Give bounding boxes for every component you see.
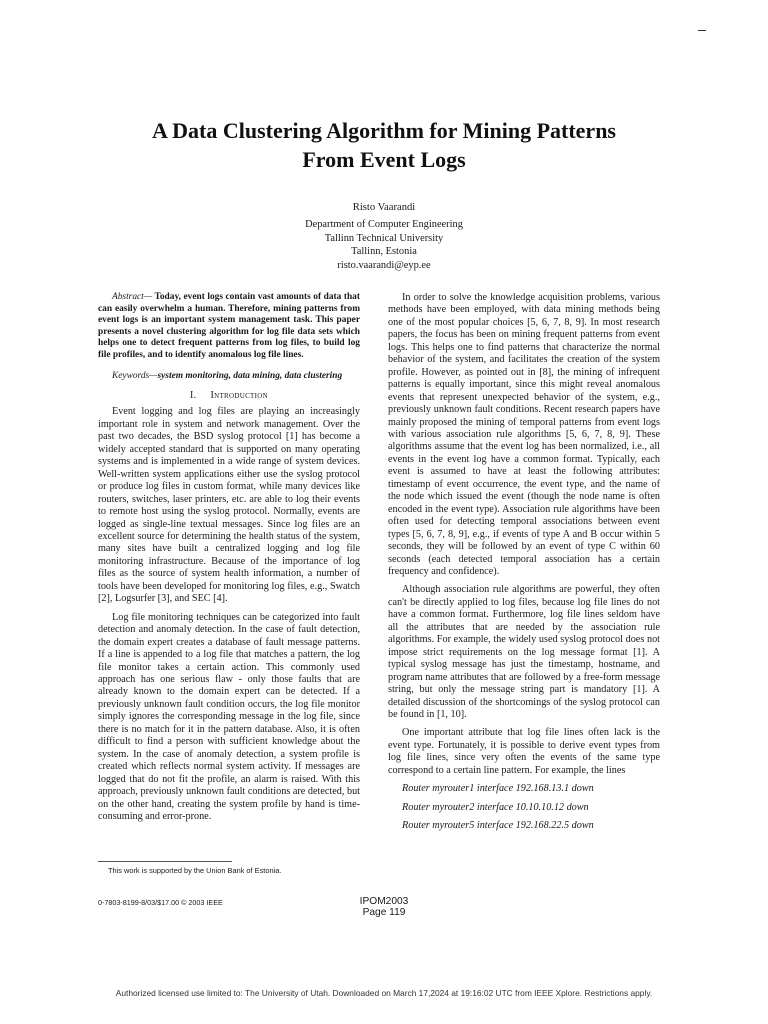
right-paragraph-2: Although association rule algorithms are powerful, they often can't be directly applied to log files, because log file lines do not have a common format. Furthermore, log file lines seldom have all the attributes that are needed by the association rule algorithms. For example, the widely used syslog protocol does not impose strict requirements on the log message format [1]. A typical syslog message has just the timestamp, hostname, and program name attributes that are followed by a free-form message string, but only the message string part is mandatory [1]. A detailed discussion of the shortcomings of the syslog protocol can be found in [1, 10]. <box>388 584 660 720</box>
conference-label <box>340 896 428 918</box>
footnote-divider <box>98 861 232 862</box>
keywords-label: Keywords— <box>112 370 158 381</box>
section-title: Introduction <box>210 390 268 402</box>
page-number: Page 119 <box>362 907 406 918</box>
log-line-example: Router myrouter5 interface 192.168.22.5 down <box>402 820 594 832</box>
conference-name: IPOM2003 <box>359 896 409 907</box>
title-line-2: From Event Logs <box>302 147 466 172</box>
affiliation-line-3: Tallinn, Estonia <box>351 246 417 258</box>
left-column <box>98 292 360 829</box>
right-column <box>388 292 660 833</box>
keywords <box>98 370 360 382</box>
title-line-1: A Data Clustering Algorithm for Mining Patterns <box>151 118 616 143</box>
paper-title <box>80 116 688 174</box>
section-heading-introduction <box>98 390 360 402</box>
author-name: Risto Vaarandi <box>352 202 416 213</box>
abstract-label: Abstract— <box>112 292 153 302</box>
copyright-notice: 0-7803-8199-8/03/$17.00 © 2003 IEEE <box>98 898 223 907</box>
keywords-text: system monitoring, data mining, data clustering <box>157 370 343 381</box>
license-notice: Authorized licensed use limited to: The University of Utah. Downloaded on March 17,2024 at 19:16:02 UTC from IEEE Xplore. Restrictions apply. <box>115 988 653 998</box>
section-number: I. <box>190 390 197 402</box>
affiliation-line-2: Tallinn Technical University <box>324 232 444 244</box>
affiliation-line-1: Department of Computer Engineering <box>305 219 463 231</box>
log-line-example: Router myrouter1 interface 192.168.13.1 down <box>402 783 594 795</box>
intro-paragraph-2: Log file monitoring techniques can be categorized into fault detection and anomaly detection. In the case of fault detection, the domain expert creates a database of fault message patterns. If a line is appended to a log file that matches a pattern, the log file monitor takes a certain action. This commonly used approach has one serious flaw - only those faults that are already known to the domain expert can be detected. If a previously unknown fault condition occurs, the log file monitor simply ignores the corresponding message in the log file, since there is no match for it in the pattern database. Also, it is often difficult to find a person with sufficient knowledge about the system. In the case of anomaly detection, a system profile is created which reflects normal system activity. If messages are logged that do not fit the profile, an alarm is raised. With this approach, previously unknown fault conditions are detected, but on the other hand, creating the system profile by hand is time-consuming and error-prone. <box>98 611 360 822</box>
abstract <box>98 292 360 362</box>
scan-mark <box>698 30 706 31</box>
author-block <box>230 201 538 272</box>
intro-paragraph-1: Event logging and log files are playing an increasingly important role in system and network management. Over the past two decades, the BSD syslog protocol [1] has become a widely accepted standard that is supported on many operating systems and is implemented in a wide range of system devices. Well-written system applications either use the syslog protocol or produce log files in custom format, while many devices like routers, switches, laser printers, etc. are able to log their events to remote host using the syslog protocol. Normally, events are logged as single-line textual messages. Since log files are an excellent source for determining the health status of the system, many sites have built a centralized logging and log file monitoring infrastructure. Because of the importance of log files as the source of system health information, a number of tools have been developed for monitoring log files, e.g., Swatch [2], Logsurfer [3], and SEC [4]. <box>98 406 360 605</box>
right-paragraph-1: In order to solve the knowledge acquisition problems, various methods have been employed, with data mining methods being one of the most popular choices [5, 6, 7, 8, 9]. In most research papers, the focus has been on mining frequent patterns from event logs. This helps one to find patterns that characterize the normal behavior of the system, and facilitates the creation of the system profile. However, as pointed out in [8], the mining of infrequent patterns is equally important, since this might reveal anomalous events that represent unexpected behavior of the system, e.g., previously unknown fault conditions. Recent research papers have mainly proposed the mining of temporal patterns from event logs with various association rule algorithms [5, 6, 7, 8, 9]. These algorithms assume that the event log has been normalized, i.e., all events in the event log have a common format. Typically, each event is assumed to have at least the following attributes: timestamp of event occurrence, the event type, and the name of the node which issued the event (though the node name is often encoded in the event type). Association rule algorithms have been often used for detecting temporal associations between event types [5, 6, 7, 8, 9], e.g., if events of type A and B occur within 5 seconds, they will be followed by an event of type C within 60 seconds (each detected temporal association has a certain frequency and confidence). <box>388 292 660 577</box>
log-line-example: Router myrouter2 interface 10.10.10.12 down <box>402 801 589 813</box>
abstract-text: Today, event logs contain vast amounts of data that can easily overwhelm a human. Therefore, mining patterns from event logs is an important system management task. This paper presents a novel clustering algorithm for log file data sets which helps one to detect frequent patterns from log files, to build log file profiles, and to identify anomalous log file lines. <box>98 292 360 360</box>
author-email: risto.vaarandi@eyp.ee <box>337 259 431 271</box>
funding-footnote: This work is supported by the Union Bank of Estonia. <box>108 866 282 875</box>
right-paragraph-3: One important attribute that log file lines often lack is the event type. Fortunately, it is possible to derive event types from log file lines, since very often the events of the same type correspond to a certain line pattern. For example, the lines <box>388 727 660 776</box>
